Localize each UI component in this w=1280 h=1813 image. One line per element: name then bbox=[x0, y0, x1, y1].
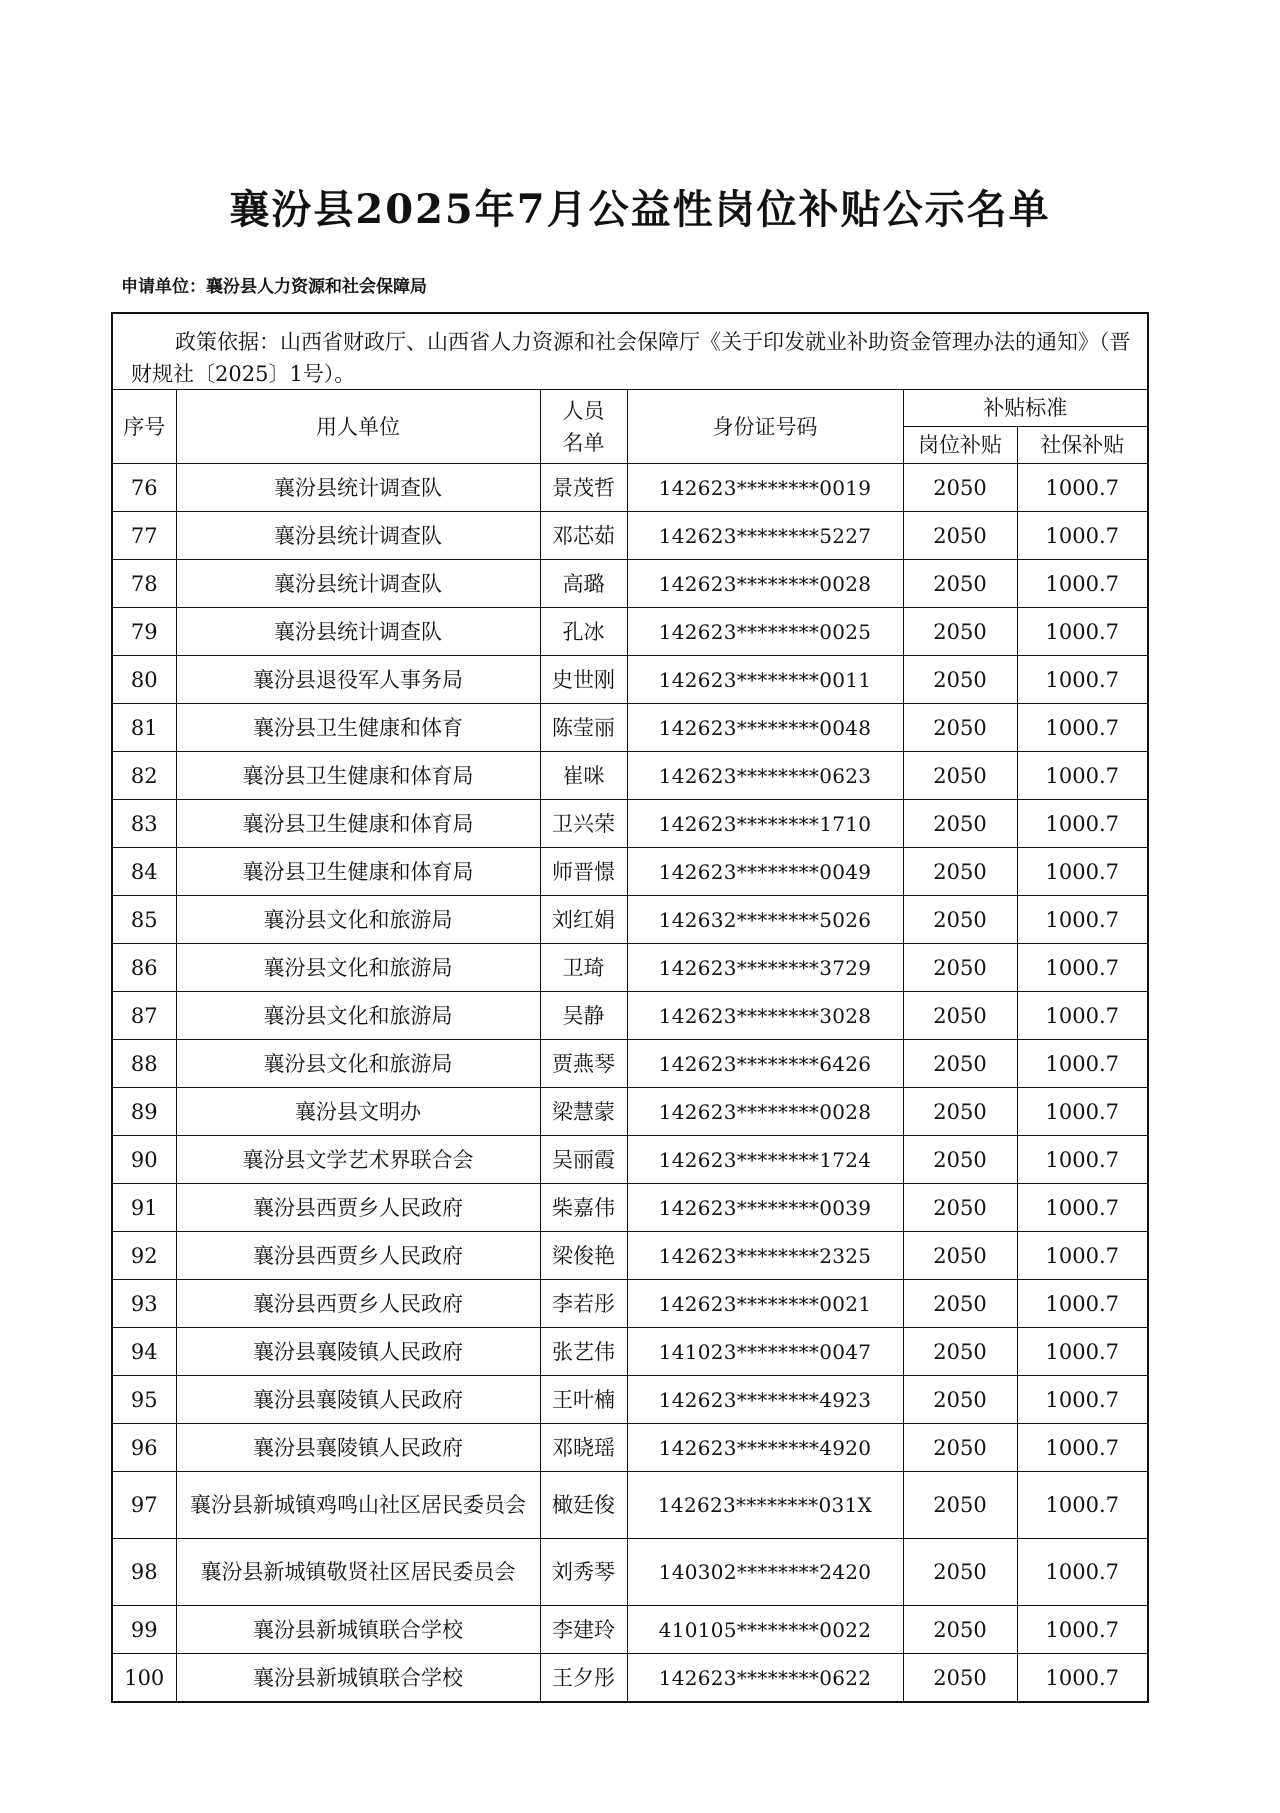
table-row bbox=[113, 1184, 1147, 1232]
social-subsidy-cell: 1000.7 bbox=[1017, 1376, 1147, 1424]
table-row bbox=[113, 896, 1147, 944]
table-row bbox=[113, 1376, 1147, 1424]
unit-cell: 襄汾县襄陵镇人民政府 bbox=[176, 1376, 540, 1424]
id-number-cell: 142623********0028 bbox=[627, 560, 903, 608]
name-cell: 史世刚 bbox=[540, 656, 627, 704]
unit-cell: 襄汾县新城镇联合学校 bbox=[176, 1654, 540, 1702]
social-subsidy-cell: 1000.7 bbox=[1017, 1040, 1147, 1088]
seq-cell: 94 bbox=[113, 1328, 176, 1376]
id-number-cell: 142623********4923 bbox=[627, 1376, 903, 1424]
name-cell: 陈莹丽 bbox=[540, 704, 627, 752]
seq-cell: 99 bbox=[113, 1606, 176, 1654]
social-subsidy-cell: 1000.7 bbox=[1017, 752, 1147, 800]
social-subsidy-cell: 1000.7 bbox=[1017, 1654, 1147, 1702]
social-subsidy-cell: 1000.7 bbox=[1017, 1280, 1147, 1328]
post-subsidy-cell: 2050 bbox=[903, 992, 1017, 1040]
name-cell: 邓芯茹 bbox=[540, 512, 627, 560]
id-number-cell: 142623********0623 bbox=[627, 752, 903, 800]
table-row bbox=[113, 1136, 1147, 1184]
unit-cell: 襄汾县文化和旅游局 bbox=[176, 1040, 540, 1088]
header-seq: 序号 bbox=[113, 390, 176, 464]
seq-cell: 96 bbox=[113, 1424, 176, 1472]
seq-cell: 77 bbox=[113, 512, 176, 560]
post-subsidy-cell: 2050 bbox=[903, 800, 1017, 848]
page-title: 襄汾县2025年7月公益性岗位补贴公示名单 bbox=[229, 186, 1051, 233]
unit-cell: 襄汾县统计调查队 bbox=[176, 464, 540, 512]
table-row bbox=[113, 464, 1147, 512]
post-subsidy-cell: 2050 bbox=[903, 1424, 1017, 1472]
seq-cell: 98 bbox=[113, 1539, 176, 1606]
header-social-subsidy: 社保补贴 bbox=[1017, 427, 1147, 464]
name-cell: 刘秀琴 bbox=[540, 1539, 627, 1606]
unit-cell: 襄汾县退役军人事务局 bbox=[176, 656, 540, 704]
table-row bbox=[113, 752, 1147, 800]
table-row bbox=[113, 560, 1147, 608]
unit-cell: 襄汾县襄陵镇人民政府 bbox=[176, 1328, 540, 1376]
header-unit: 用人单位 bbox=[176, 390, 540, 464]
unit-cell: 襄汾县卫生健康和体育局 bbox=[176, 752, 540, 800]
seq-cell: 87 bbox=[113, 992, 176, 1040]
social-subsidy-cell: 1000.7 bbox=[1017, 1088, 1147, 1136]
id-number-cell: 142623********3729 bbox=[627, 944, 903, 992]
social-subsidy-cell: 1000.7 bbox=[1017, 656, 1147, 704]
table-row bbox=[113, 704, 1147, 752]
header-name bbox=[540, 390, 627, 464]
name-cell: 橄廷俊 bbox=[540, 1472, 627, 1539]
social-subsidy-cell: 1000.7 bbox=[1017, 896, 1147, 944]
table-row bbox=[113, 800, 1147, 848]
seq-cell: 79 bbox=[113, 608, 176, 656]
social-subsidy-cell: 1000.7 bbox=[1017, 992, 1147, 1040]
table-row bbox=[113, 1232, 1147, 1280]
id-number-cell: 142623********6426 bbox=[627, 1040, 903, 1088]
post-subsidy-cell: 2050 bbox=[903, 752, 1017, 800]
id-number-cell: 142623********1710 bbox=[627, 800, 903, 848]
seq-cell: 80 bbox=[113, 656, 176, 704]
roster-table bbox=[113, 390, 1147, 1701]
applicant-line: 申请单位：襄汾县人力资源和社会保障局 bbox=[121, 277, 427, 297]
name-cell: 梁慧蒙 bbox=[540, 1088, 627, 1136]
id-number-cell: 142623********2325 bbox=[627, 1232, 903, 1280]
id-number-cell: 142623********0622 bbox=[627, 1654, 903, 1702]
name-cell: 柴嘉伟 bbox=[540, 1184, 627, 1232]
post-subsidy-cell: 2050 bbox=[903, 944, 1017, 992]
table-row bbox=[113, 1539, 1147, 1606]
unit-cell: 襄汾县西贾乡人民政府 bbox=[176, 1232, 540, 1280]
post-subsidy-cell: 2050 bbox=[903, 1232, 1017, 1280]
unit-cell: 襄汾县新城镇敬贤社区居民委员会 bbox=[176, 1539, 540, 1606]
table-row bbox=[113, 1040, 1147, 1088]
unit-cell: 襄汾县卫生健康和体育局 bbox=[176, 800, 540, 848]
seq-cell: 85 bbox=[113, 896, 176, 944]
social-subsidy-cell: 1000.7 bbox=[1017, 1472, 1147, 1539]
header-subsidy: 补贴标准 bbox=[903, 390, 1147, 427]
post-subsidy-cell: 2050 bbox=[903, 1654, 1017, 1702]
social-subsidy-cell: 1000.7 bbox=[1017, 1232, 1147, 1280]
seq-cell: 88 bbox=[113, 1040, 176, 1088]
table-row bbox=[113, 944, 1147, 992]
policy-basis: 政策依据：山西省财政厅、山西省人力资源和社会保障厅《关于印发就业补助资金管理办法的通知》（晋财规社〔2025〕1号）。 bbox=[113, 314, 1147, 390]
table-row bbox=[113, 1280, 1147, 1328]
name-cell: 邓晓瑶 bbox=[540, 1424, 627, 1472]
name-cell: 王叶楠 bbox=[540, 1376, 627, 1424]
id-number-cell: 140302********2420 bbox=[627, 1539, 903, 1606]
post-subsidy-cell: 2050 bbox=[903, 1136, 1017, 1184]
unit-cell: 襄汾县新城镇联合学校 bbox=[176, 1606, 540, 1654]
name-cell: 卫琦 bbox=[540, 944, 627, 992]
post-subsidy-cell: 2050 bbox=[903, 560, 1017, 608]
post-subsidy-cell: 2050 bbox=[903, 512, 1017, 560]
social-subsidy-cell: 1000.7 bbox=[1017, 800, 1147, 848]
id-number-cell: 142623********0028 bbox=[627, 1088, 903, 1136]
id-number-cell: 142623********0021 bbox=[627, 1280, 903, 1328]
name-cell: 卫兴荣 bbox=[540, 800, 627, 848]
seq-cell: 89 bbox=[113, 1088, 176, 1136]
table-row bbox=[113, 1606, 1147, 1654]
id-number-cell: 142623********0019 bbox=[627, 464, 903, 512]
unit-cell: 襄汾县西贾乡人民政府 bbox=[176, 1280, 540, 1328]
post-subsidy-cell: 2050 bbox=[903, 1472, 1017, 1539]
unit-cell: 襄汾县卫生健康和体育局 bbox=[176, 848, 540, 896]
name-cell: 李若彤 bbox=[540, 1280, 627, 1328]
unit-cell: 襄汾县新城镇鸡鸣山社区居民委员会 bbox=[176, 1472, 540, 1539]
name-cell: 高璐 bbox=[540, 560, 627, 608]
post-subsidy-cell: 2050 bbox=[903, 896, 1017, 944]
name-cell: 崔咪 bbox=[540, 752, 627, 800]
seq-cell: 97 bbox=[113, 1472, 176, 1539]
table-row bbox=[113, 1472, 1147, 1539]
social-subsidy-cell: 1000.7 bbox=[1017, 1184, 1147, 1232]
post-subsidy-cell: 2050 bbox=[903, 1328, 1017, 1376]
post-subsidy-cell: 2050 bbox=[903, 1184, 1017, 1232]
post-subsidy-cell: 2050 bbox=[903, 1088, 1017, 1136]
post-subsidy-cell: 2050 bbox=[903, 656, 1017, 704]
unit-cell: 襄汾县文学艺术界联合会 bbox=[176, 1136, 540, 1184]
name-cell: 孔冰 bbox=[540, 608, 627, 656]
social-subsidy-cell: 1000.7 bbox=[1017, 1539, 1147, 1606]
name-cell: 李建玲 bbox=[540, 1606, 627, 1654]
name-cell: 王夕彤 bbox=[540, 1654, 627, 1702]
post-subsidy-cell: 2050 bbox=[903, 848, 1017, 896]
unit-cell: 襄汾县文化和旅游局 bbox=[176, 992, 540, 1040]
name-cell: 师晋憬 bbox=[540, 848, 627, 896]
seq-cell: 100 bbox=[113, 1654, 176, 1702]
social-subsidy-cell: 1000.7 bbox=[1017, 608, 1147, 656]
seq-cell: 95 bbox=[113, 1376, 176, 1424]
unit-cell: 襄汾县襄陵镇人民政府 bbox=[176, 1424, 540, 1472]
post-subsidy-cell: 2050 bbox=[903, 1280, 1017, 1328]
id-number-cell: 142623********0011 bbox=[627, 656, 903, 704]
id-number-cell: 142623********3028 bbox=[627, 992, 903, 1040]
post-subsidy-cell: 2050 bbox=[903, 464, 1017, 512]
roster-sheet bbox=[111, 312, 1149, 1703]
social-subsidy-cell: 1000.7 bbox=[1017, 464, 1147, 512]
social-subsidy-cell: 1000.7 bbox=[1017, 704, 1147, 752]
post-subsidy-cell: 2050 bbox=[903, 1606, 1017, 1654]
seq-cell: 81 bbox=[113, 704, 176, 752]
seq-cell: 76 bbox=[113, 464, 176, 512]
social-subsidy-cell: 1000.7 bbox=[1017, 1606, 1147, 1654]
seq-cell: 82 bbox=[113, 752, 176, 800]
id-number-cell: 142623********0048 bbox=[627, 704, 903, 752]
name-cell: 吴静 bbox=[540, 992, 627, 1040]
header-id: 身份证号码 bbox=[627, 390, 903, 464]
social-subsidy-cell: 1000.7 bbox=[1017, 560, 1147, 608]
unit-cell: 襄汾县卫生健康和体育 bbox=[176, 704, 540, 752]
table-row bbox=[113, 1328, 1147, 1376]
name-cell: 景茂哲 bbox=[540, 464, 627, 512]
name-cell: 贾燕琴 bbox=[540, 1040, 627, 1088]
name-cell: 刘红娟 bbox=[540, 896, 627, 944]
unit-cell: 襄汾县统计调查队 bbox=[176, 512, 540, 560]
social-subsidy-cell: 1000.7 bbox=[1017, 1424, 1147, 1472]
social-subsidy-cell: 1000.7 bbox=[1017, 512, 1147, 560]
table-row bbox=[113, 512, 1147, 560]
table-row bbox=[113, 1654, 1147, 1702]
seq-cell: 90 bbox=[113, 1136, 176, 1184]
table-row bbox=[113, 848, 1147, 896]
social-subsidy-cell: 1000.7 bbox=[1017, 944, 1147, 992]
id-number-cell: 142623********0025 bbox=[627, 608, 903, 656]
id-number-cell: 142623********0039 bbox=[627, 1184, 903, 1232]
seq-cell: 93 bbox=[113, 1280, 176, 1328]
roster-rows bbox=[113, 464, 1147, 1702]
unit-cell: 襄汾县文化和旅游局 bbox=[176, 896, 540, 944]
id-number-cell: 142623********0049 bbox=[627, 848, 903, 896]
seq-cell: 84 bbox=[113, 848, 176, 896]
id-number-cell: 142623********4920 bbox=[627, 1424, 903, 1472]
unit-cell: 襄汾县统计调查队 bbox=[176, 560, 540, 608]
post-subsidy-cell: 2050 bbox=[903, 704, 1017, 752]
id-number-cell: 142623********5227 bbox=[627, 512, 903, 560]
social-subsidy-cell: 1000.7 bbox=[1017, 1136, 1147, 1184]
social-subsidy-cell: 1000.7 bbox=[1017, 848, 1147, 896]
unit-cell: 襄汾县统计调查队 bbox=[176, 608, 540, 656]
name-cell: 张艺伟 bbox=[540, 1328, 627, 1376]
name-cell: 梁俊艳 bbox=[540, 1232, 627, 1280]
seq-cell: 86 bbox=[113, 944, 176, 992]
seq-cell: 92 bbox=[113, 1232, 176, 1280]
table-row bbox=[113, 992, 1147, 1040]
id-number-cell: 410105********0022 bbox=[627, 1606, 903, 1654]
id-number-cell: 142623********031X bbox=[627, 1472, 903, 1539]
header-name-text: 人员名单 bbox=[562, 398, 605, 455]
unit-cell: 襄汾县文明办 bbox=[176, 1088, 540, 1136]
table-row bbox=[113, 656, 1147, 704]
table-row bbox=[113, 608, 1147, 656]
post-subsidy-cell: 2050 bbox=[903, 1040, 1017, 1088]
id-number-cell: 141023********0047 bbox=[627, 1328, 903, 1376]
id-number-cell: 142632********5026 bbox=[627, 896, 903, 944]
id-number-cell: 142623********1724 bbox=[627, 1136, 903, 1184]
header-post-subsidy: 岗位补贴 bbox=[903, 427, 1017, 464]
unit-cell: 襄汾县文化和旅游局 bbox=[176, 944, 540, 992]
name-cell: 吴丽霞 bbox=[540, 1136, 627, 1184]
seq-cell: 83 bbox=[113, 800, 176, 848]
post-subsidy-cell: 2050 bbox=[903, 608, 1017, 656]
social-subsidy-cell: 1000.7 bbox=[1017, 1328, 1147, 1376]
seq-cell: 91 bbox=[113, 1184, 176, 1232]
seq-cell: 78 bbox=[113, 560, 176, 608]
table-row bbox=[113, 1088, 1147, 1136]
table-row bbox=[113, 1424, 1147, 1472]
post-subsidy-cell: 2050 bbox=[903, 1376, 1017, 1424]
unit-cell: 襄汾县西贾乡人民政府 bbox=[176, 1184, 540, 1232]
post-subsidy-cell: 2050 bbox=[903, 1539, 1017, 1606]
